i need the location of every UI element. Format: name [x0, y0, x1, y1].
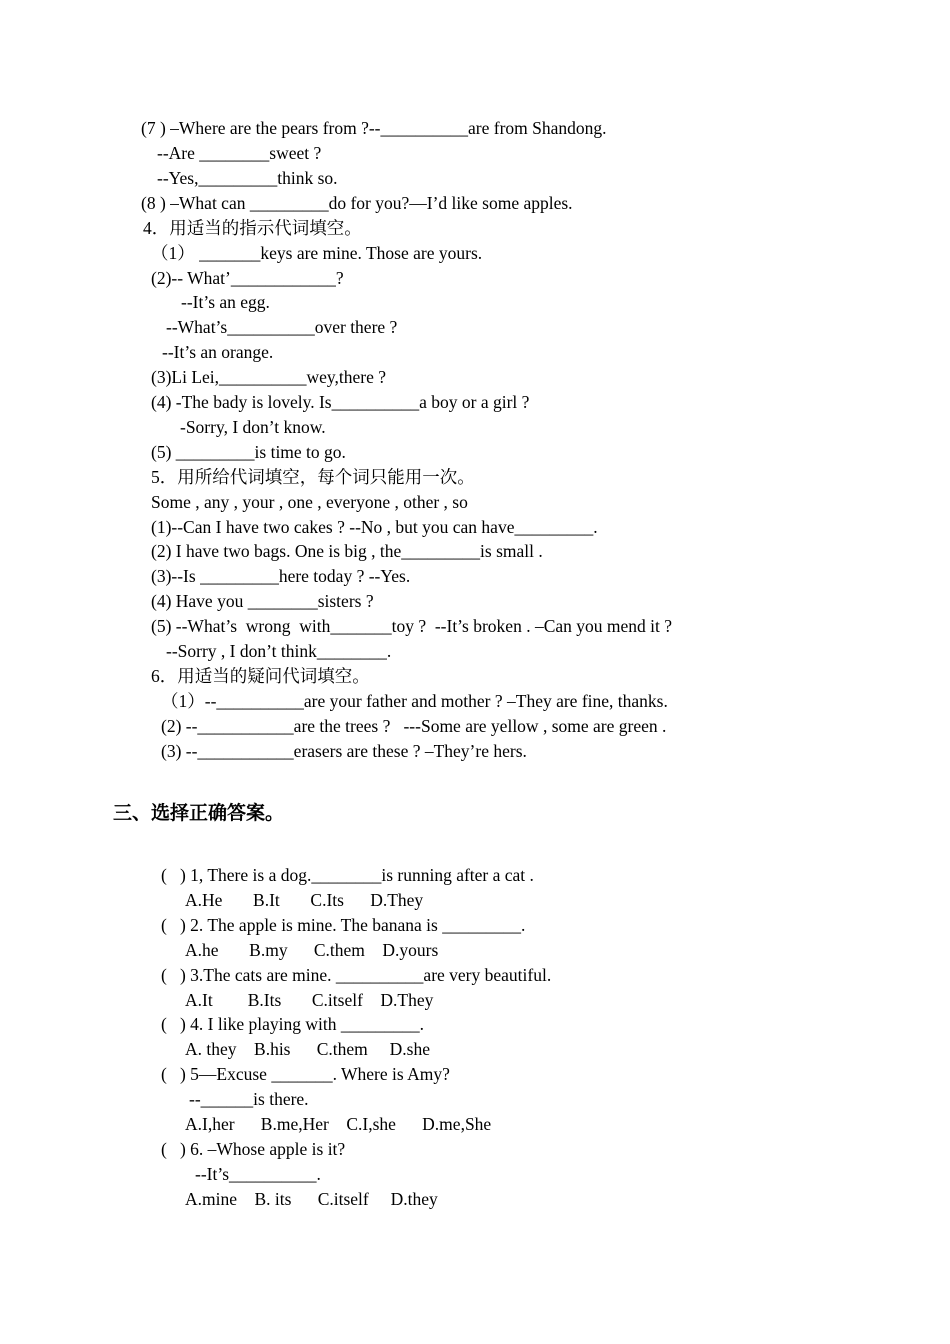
text-line: (5) _________is time to go. — [151, 442, 346, 462]
question-line: --It’s__________. — [195, 1164, 321, 1184]
text-line: (3)--Is _________here today ? --Yes. — [151, 566, 411, 586]
text-line: --It’s an egg. — [181, 292, 270, 312]
text-line: --Yes,_________think so. — [157, 168, 338, 188]
question-line: ( ) 6. –Whose apple is it? — [161, 1139, 346, 1159]
text-line: -Sorry, I don’t know. — [180, 417, 326, 437]
options-line: A.It B.Its C.itself D.They — [185, 990, 434, 1010]
text-line: (8 ) –What can _________do for you?—I’d like some apples. — [141, 193, 573, 213]
text-line: (2) --___________are the trees ? ---Some are yellow , some are green . — [161, 716, 667, 736]
section-three-title: 三、选择正确答案。 — [113, 802, 285, 824]
options-line: A. they B.his C.them D.she — [185, 1039, 430, 1059]
text-line: --Are ________sweet ? — [157, 143, 322, 163]
question-line: --______is there. — [189, 1089, 309, 1109]
options-line: A.mine B. its C.itself D.they — [185, 1189, 438, 1209]
text-line: --It’s an orange. — [162, 342, 274, 362]
section-6-title: 6．用适当的疑问代词填空。 — [151, 666, 370, 686]
text-line: --What’s__________over there ? — [166, 317, 398, 337]
text-line: (2)-- What’____________? — [151, 268, 344, 288]
question-line: ( ) 1, There is a dog.________is running after a cat . — [161, 865, 534, 885]
text-line: （1）--__________are your father and mother ? –They are fine, thanks. — [161, 691, 668, 711]
section-5-title: 5．用所给代词填空，每个词只能用一次。 — [151, 467, 475, 487]
options-line: A.I,her B.me,Her C.I,she D.me,She — [185, 1114, 492, 1134]
text-line: (7 ) –Where are the pears from ?--__________are from Shandong. — [141, 118, 607, 138]
question-line: ( ) 5—Excuse _______. Where is Amy? — [161, 1064, 450, 1084]
question-line: ( ) 3.The cats are mine. __________are very beautiful. — [161, 965, 552, 985]
text-line: (2) I have two bags. One is big , the_________is small . — [151, 541, 543, 561]
options-line: A.he B.my C.them D.yours — [185, 940, 439, 960]
text-line: (5) --What’s wrong with_______toy ? --It’s broken . –Can you mend it ? — [151, 616, 673, 636]
question-line: ( ) 2. The apple is mine. The banana is _________. — [161, 915, 526, 935]
section-4-title: 4．用适当的指示代词填空。 — [143, 218, 362, 238]
text-line: （1） _______keys are mine. Those are yours. — [151, 243, 483, 263]
text-line: --Sorry , I don’t think________. — [166, 641, 392, 661]
text-line: (3)Li Lei,__________wey,there ? — [151, 367, 387, 387]
text-line: (4) -The bady is lovely. Is__________a boy or a girl ? — [151, 392, 530, 412]
text-line: (3) --___________erasers are these ? –They’re hers. — [161, 741, 527, 761]
question-line: ( ) 4. I like playing with _________. — [161, 1014, 424, 1034]
word-bank: Some , any , your , one , everyone , other , so — [151, 492, 468, 512]
options-line: A.He B.It C.Its D.They — [185, 890, 424, 910]
text-line: (1)--Can I have two cakes ? --No , but you can have_________. — [151, 517, 598, 537]
text-line: (4) Have you ________sisters ? — [151, 591, 374, 611]
